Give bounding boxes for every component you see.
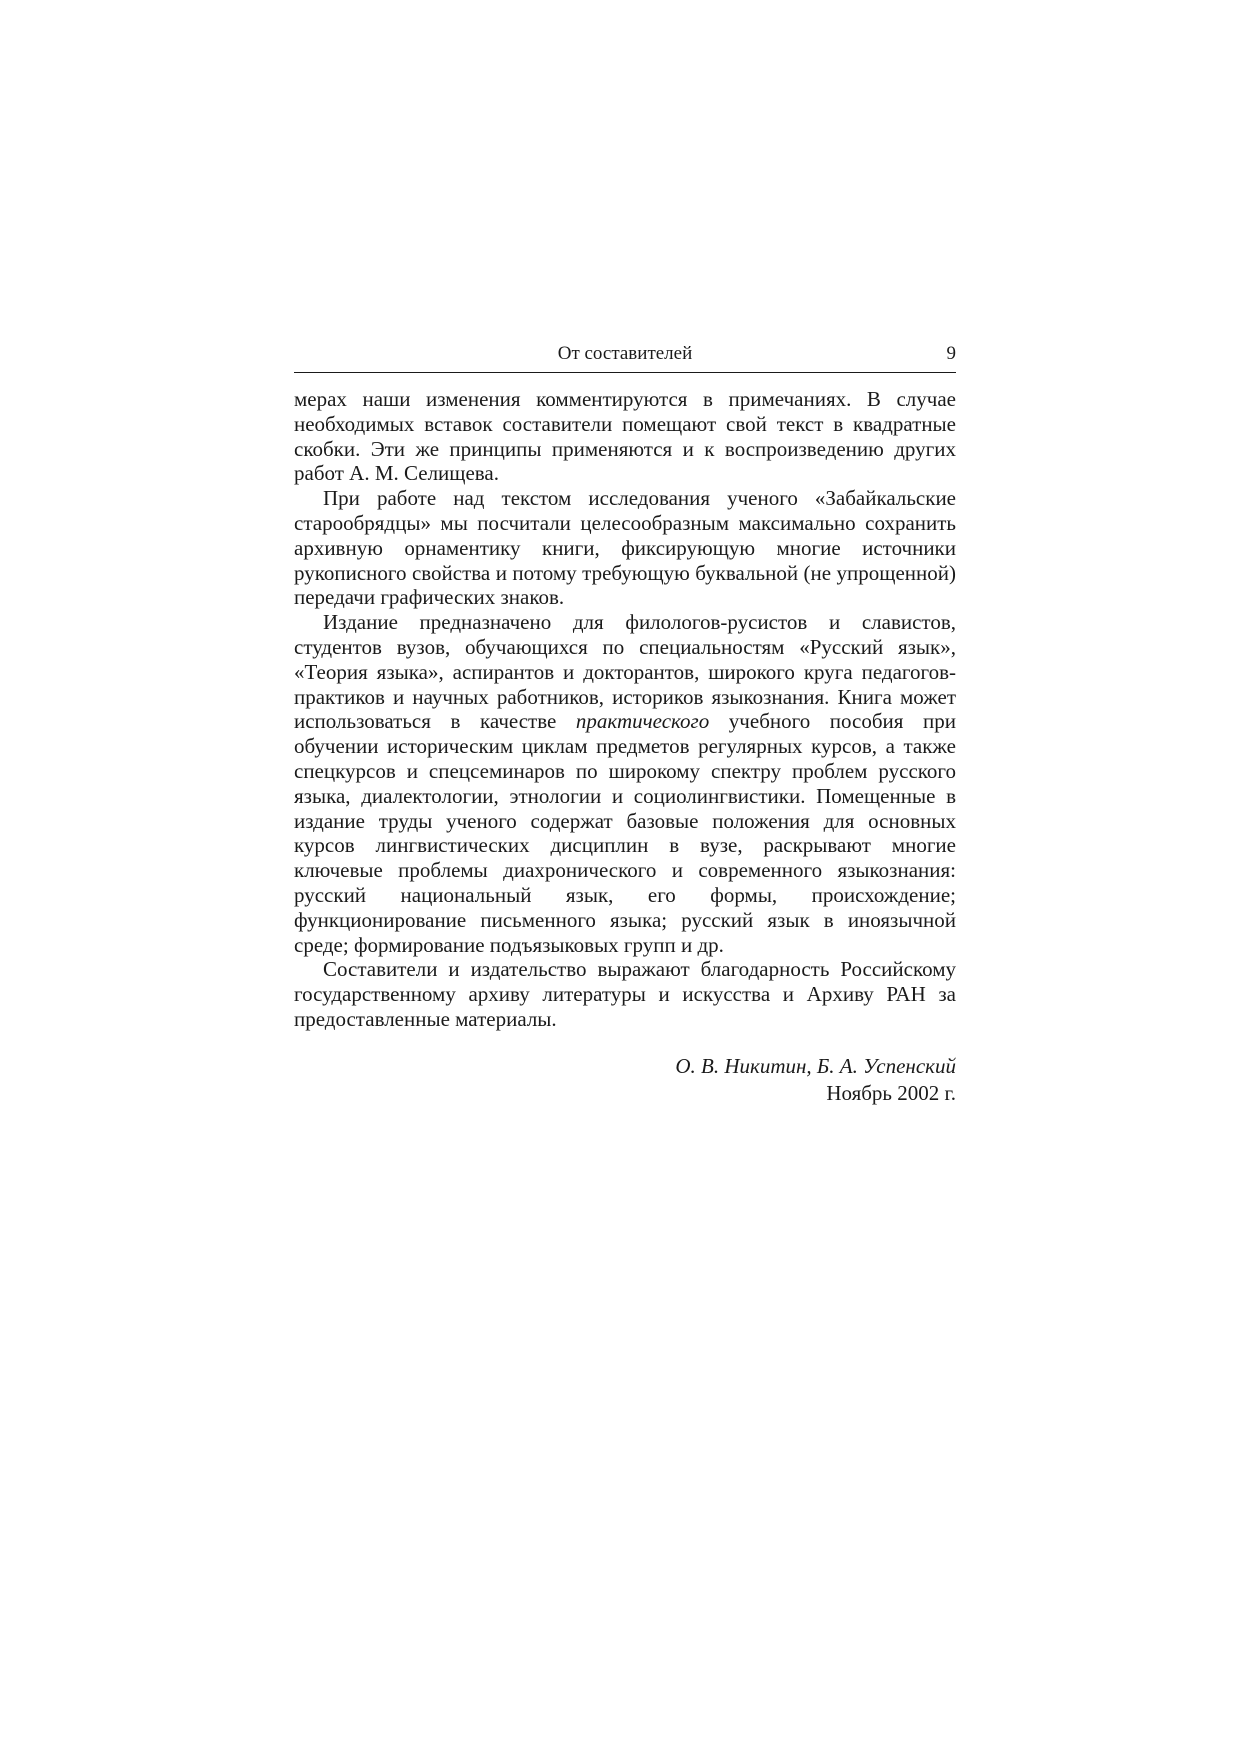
body-text xyxy=(294,387,956,1032)
running-title: От составителей xyxy=(557,343,693,364)
paragraph-zabaikalskie: При работе над текстом исследования ученого «Забайкальские старообрядцы» мы посчитали целесообразным максимально сохранить архивную орнаментику книги, фиксирующую многие источники рукописного свойства и потому требующую буквальной (не упрощенной) передачи графических знаков. xyxy=(294,486,956,610)
emphasis-text: практического xyxy=(575,709,710,734)
header-rule xyxy=(294,372,956,373)
page-number: 9 xyxy=(946,343,956,364)
running-head xyxy=(294,340,956,368)
paragraph-acknowledgements: Составители и издательство выражают благодарность Российскому государственному архиву литературы и искусства и Архиву РАН за предоставленные материалы. xyxy=(294,957,956,1031)
book-page xyxy=(294,340,956,1107)
paragraph-audience xyxy=(294,610,956,957)
signature-date: Ноябрь 2002 г. xyxy=(826,1080,956,1105)
paragraph-audience-text-after: учебного пособия при обучении историческим циклам предметов регулярных курсов, а также спецкурсов и спецсеминаров по широкому спектру проблем русского языка, диалектологии, этнологии и социолингвистики. Помещенные в издание труды ученого содержат базовые положения для основных курсов лингвистических дисциплин в вузе, раскрывают многие ключевые проблемы диахронического и современного языкознания: русский национальный язык, его формы, происхождение; функционирование письменного языка; русский язык в иноязычной среде; формирование подъязыковых групп и др. xyxy=(294,709,956,957)
paragraph-continuation: мерах наши изменения комментируются в примечаниях. В случае необходимых вставок составители помещают свой текст в квадратные скобки. Эти же принципы применяются и к воспроизведению других работ А. М. Селищева. xyxy=(294,387,956,486)
signature xyxy=(294,1053,956,1107)
paragraph-audience-text-before: Издание предназначено для филологов-русистов и славистов, студентов вузов, обучающихся по специальностям «Русский язык», «Теория языка», аспирантов и докторантов, широкого круга педагогов-практиков и научных работников, историков языкознания. Книга может использоваться в качестве xyxy=(294,610,956,734)
signature-authors: О. В. Никитин, Б. А. Успенский xyxy=(675,1053,956,1078)
